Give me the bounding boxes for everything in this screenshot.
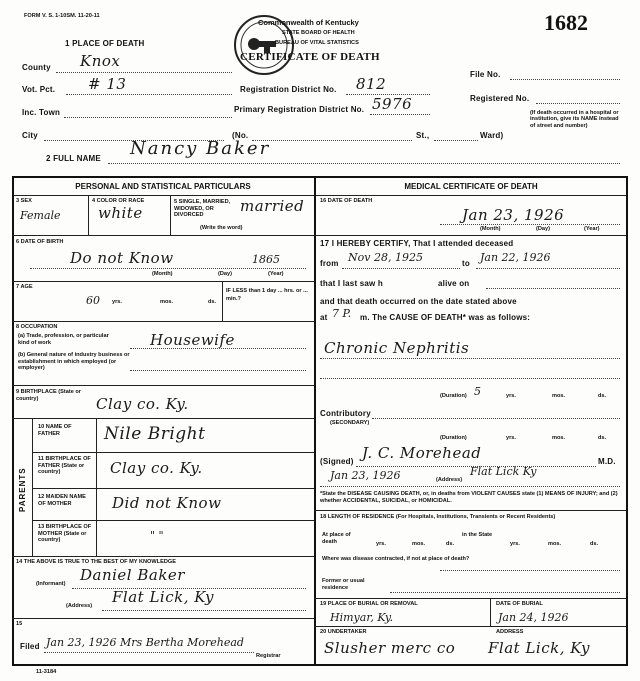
in-state-label: in the State: [462, 532, 493, 538]
duration-yrs-label: yrs.: [506, 393, 516, 399]
occupation-b-label: (b) General nature of industry business or establishment in which employed (or employer): [18, 352, 130, 372]
primary-district-value: 5976: [372, 95, 413, 113]
at-place-label: At place of death: [322, 532, 351, 546]
address-value: Flat Lick, Ky: [112, 588, 214, 606]
alive-on-label: alive on: [438, 279, 470, 288]
county-value: Knox: [80, 52, 121, 70]
birthplace-label: 9 BIRTHPLACE (State or country): [16, 389, 81, 402]
residence-yrs-label: yrs.: [376, 541, 386, 547]
age-ds-label: ds.: [208, 299, 217, 305]
mother-name-value: Did not Know: [112, 494, 222, 512]
date-of-death-label: 16 DATE OF DEATH: [320, 198, 373, 204]
informant-label: (Informant): [36, 581, 66, 587]
street-label: St.,: [416, 131, 430, 140]
occupation-a-label: (a) Trade, profession, or particular kind of work: [18, 333, 109, 346]
certificate-title: CERTIFICATE OF DEATH: [240, 51, 380, 63]
certificate-number: 1682: [544, 10, 588, 35]
from-value: Nov 28, 1925: [348, 251, 423, 264]
sex-value: Female: [20, 209, 61, 222]
cause-value: Chronic Nephritis: [324, 339, 470, 357]
mother-birthplace-value: " ": [150, 529, 164, 542]
registrar-label: Registrar: [256, 653, 281, 659]
registered-number-label: Registered No.: [470, 94, 530, 103]
date-of-death-value: Jan 23, 1926: [462, 206, 565, 224]
at-value: 7 P.: [332, 307, 352, 320]
signed-value: J. C. Morehead: [362, 444, 482, 462]
duration-ds-label: ds.: [598, 393, 607, 399]
mother-birthplace-label: 13 BIRTHPLACE OF MOTHER (State or country): [38, 524, 92, 544]
father-name-label: 10 NAME OF FATHER: [38, 424, 72, 437]
contrib-duration-label: (Duration): [440, 435, 467, 441]
filed-value: Jan 23, 1926 Mrs Bertha Morehead: [46, 636, 244, 649]
burial-place-value: Himyar, Ky.: [330, 611, 394, 624]
contrib-mos-label: mos.: [552, 435, 566, 441]
where-contracted-label: Where was disease contracted, if not at place of death?: [322, 556, 470, 562]
city-label: City: [22, 131, 38, 140]
cause-note: *State the DISEASE CAUSING DEATH, or, in deaths from VIOLENT CAUSES state (1) MEANS OF INJURY; and (2) whether ACCIDENTAL, SUICIDAL, or HOMICIDAL.: [320, 491, 618, 504]
dob-day-label: (Day): [218, 271, 232, 277]
contrib-yrs-label: yrs.: [506, 435, 516, 441]
dob-year-label: (Year): [268, 271, 284, 277]
contrib-ds-label: ds.: [598, 435, 607, 441]
medical-section-title: MEDICAL CERTIFICATE OF DEATH: [404, 182, 538, 191]
board: STATE BOARD OF HEALTH: [282, 30, 355, 36]
to-label: to: [462, 259, 470, 268]
parents-label: PARENTS: [18, 467, 27, 512]
death-occurred-text: and that death occurred on the date stated above: [320, 297, 517, 306]
marital-value: married: [240, 197, 305, 215]
inc-town-label: Inc. Town: [22, 108, 61, 117]
filed-label: Filed: [20, 642, 40, 651]
residence-ds-label: ds.: [446, 541, 455, 547]
state-yrs-label: yrs.: [510, 541, 520, 547]
residence-label: 18 LENGTH OF RESIDENCE (For Hospitals, Institutions, Transients or Recent Residents): [320, 514, 556, 520]
occupation-label: 8 OCCUPATION: [16, 324, 58, 330]
filed-number: 15: [16, 621, 23, 627]
form-number: FORM V. S. 1-10SM. 11-20-11: [24, 13, 100, 19]
dob-year: 1865: [252, 253, 280, 266]
age-label: 7 AGE: [16, 284, 33, 290]
dob-month-label: (Month): [152, 271, 173, 277]
occupation-value: Housewife: [150, 331, 235, 349]
burial-date-label: DATE OF BURIAL: [496, 601, 543, 607]
burial-place-label: 19 PLACE OF BURIAL OR REMOVAL: [320, 601, 418, 607]
ward-label: Ward): [480, 131, 504, 140]
former-residence-label: Former or usual residence: [322, 578, 365, 592]
vot-pct-label: Vot. Pct.: [22, 85, 56, 94]
color-value: white: [98, 204, 143, 222]
sex-label: 3 SEX: [16, 198, 32, 204]
undertaker-address-value: Flat Lick, Ky: [488, 639, 590, 657]
file-number-label: File No.: [470, 70, 501, 79]
footer-code: 11-3184: [36, 669, 57, 675]
dob-value: Do not Know: [70, 249, 174, 267]
undertaker-value: Slusher merc co: [324, 639, 456, 657]
informant-value: Daniel Baker: [80, 566, 185, 584]
father-birthplace-value: Clay co. Ky.: [110, 459, 203, 477]
to-value: Jan 22, 1926: [480, 251, 551, 264]
less-than-day-label: IF LESS than 1 day ... hrs. or ... min.?: [226, 288, 308, 302]
registration-district-label: Registration District No.: [240, 85, 337, 94]
birthplace-value: Clay co. Ky.: [96, 395, 189, 413]
cause-text: m. The CAUSE OF DEATH* was as follows:: [360, 313, 531, 322]
father-birthplace-label: 11 BIRTHPLACE OF FATHER (State or country): [38, 456, 91, 476]
signed-address: Flat Lick Ky: [470, 465, 537, 478]
last-saw-label: that I last saw h: [320, 279, 383, 288]
full-name-label: 2 FULL NAME: [46, 154, 101, 163]
dod-day-label: (Day): [536, 226, 550, 232]
signed-date: Jan 23, 1926: [330, 469, 401, 482]
undertaker-address-label: ADDRESS: [496, 629, 524, 635]
duration-label: (Duration): [440, 393, 467, 399]
undertaker-label: 20 UNDERTAKER: [320, 629, 367, 635]
vot-pct-value: # 13: [88, 75, 127, 93]
burial-date-value: Jan 24, 1926: [498, 611, 569, 624]
commonwealth: Commonwealth of Kentucky: [258, 18, 359, 27]
age-yrs-label: yrs.: [112, 299, 122, 305]
dob-label: 6 DATE OF BIRTH: [16, 239, 64, 245]
md-label: M.D.: [598, 457, 616, 466]
father-name-value: Nile Bright: [104, 424, 206, 444]
place-of-death-label: 1 PLACE OF DEATH: [65, 39, 145, 48]
dod-month-label: (Month): [480, 226, 501, 232]
duration-mos-label: mos.: [552, 393, 566, 399]
color-label: 4 COLOR OR RACE: [92, 198, 145, 204]
informant-intro: 14 THE ABOVE IS TRUE TO THE BEST OF MY KNOWLEDGE: [16, 559, 176, 565]
signed-label: (Signed): [320, 457, 354, 466]
certify-label: 17 I HEREBY CERTIFY, That I attended deceased: [320, 239, 514, 248]
residence-mos-label: mos.: [412, 541, 426, 547]
duration-value: 5: [474, 385, 481, 398]
contributory-label: Contributory: [320, 409, 371, 418]
signed-address-label: (Address): [436, 477, 463, 483]
state-ds-label: ds.: [590, 541, 599, 547]
dod-year-label: (Year): [584, 226, 600, 232]
marital-hint: (Write the word): [200, 225, 243, 231]
county-label: County: [22, 63, 51, 72]
registration-district-value: 812: [356, 75, 387, 93]
hospital-note: (If death occurred in a hospital or institution, give its NAME instead of street and number): [530, 110, 619, 129]
from-label: from: [320, 259, 339, 268]
address-label: (Address): [66, 603, 93, 609]
full-name-value: Nancy Baker: [130, 138, 271, 159]
age-mos-label: mos.: [160, 299, 174, 305]
secondary-label: (SECONDARY): [330, 420, 370, 426]
primary-district-label: Primary Registration District No.: [234, 105, 365, 114]
marital-label: 5 SINGLE, MARRIED, WIDOWED, OR DIVORCED: [174, 199, 231, 219]
mother-name-label: 12 MAIDEN NAME OF MOTHER: [38, 494, 86, 507]
personal-section-title: PERSONAL AND STATISTICAL PARTICULARS: [75, 182, 251, 191]
age-value: 60: [86, 294, 100, 307]
state-mos-label: mos.: [548, 541, 562, 547]
bureau: BUREAU OF VITAL STATISTICS: [275, 40, 359, 46]
at-label: at: [320, 313, 328, 322]
number-label: (No.: [232, 131, 249, 140]
